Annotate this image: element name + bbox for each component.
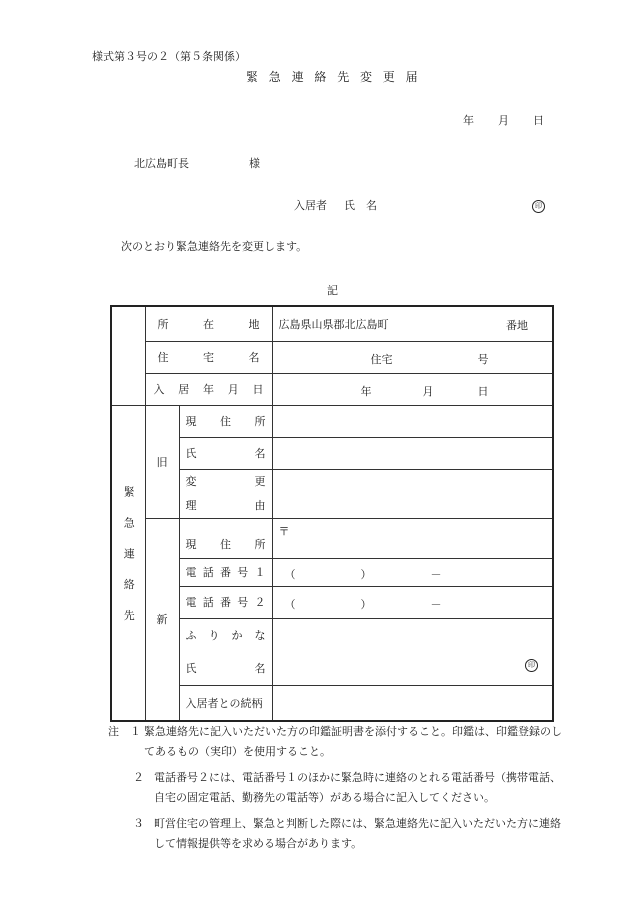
move-in-field[interactable]	[272, 373, 553, 405]
old-address-field[interactable]	[272, 405, 553, 437]
housing-suffix: 号	[477, 352, 489, 366]
old-name-field[interactable]	[272, 437, 553, 469]
intro-text: 次のとおり緊急連絡先を変更します。	[121, 240, 308, 253]
reason-label-cell: 変更 理由	[179, 469, 272, 518]
form-number: 様式第３号の２（第５条関係）	[92, 50, 246, 63]
phone1-open: （	[284, 567, 296, 581]
location-field[interactable]	[272, 306, 553, 341]
addressee: 北広島町長	[134, 157, 189, 170]
note-text: 町営住宅の管理上、緊急と判断した際には、緊急連絡先に記入いただいた方に連絡して情報提供等を求める場合があります。	[154, 817, 561, 850]
phone1-field[interactable]	[272, 558, 553, 586]
notes-head: 注	[108, 725, 119, 738]
blank-cell	[111, 306, 145, 405]
note-text: 電話番号２には、電話番号１のほかに緊急時に連絡のとれる電話番号（携帯電話、自宅の固定電話、勤務先の電話等）がある場合に記入してください。	[154, 771, 561, 804]
move-in-month: 月	[422, 384, 434, 398]
postal-mark: 〒	[278, 524, 290, 538]
housing-field[interactable]	[272, 341, 553, 373]
housing-label-cell: 住宅名	[145, 341, 272, 373]
ki-label: 記	[327, 284, 338, 297]
move-in-day: 日	[477, 384, 489, 398]
phone2-dash: －	[430, 597, 442, 611]
seal-icon: 印	[532, 200, 545, 213]
applicant-name-label: 氏 名	[344, 199, 377, 212]
old-address-label-cell: 現住所	[179, 405, 272, 437]
note-text: 緊急連絡先に記入いただいた方の印鑑証明書を添付すること。印鑑は、印鑑登録のしてあるもの（実印）を使用すること。	[144, 725, 562, 758]
location-value: 広島県山県郡北広島町	[278, 317, 389, 331]
note-item: 注 １ 緊急連絡先に記入いただいた方の印鑑証明書を添付すること。印鑑は、印鑑登録のしてあるもの（実印）を使用すること。	[108, 722, 570, 762]
phone2-label-cell: 電話番号２	[179, 586, 272, 618]
move-in-year: 年	[360, 384, 372, 398]
move-in-label-cell: 入居年月日	[145, 373, 272, 405]
notes	[108, 722, 570, 860]
phone2-field[interactable]	[272, 586, 553, 618]
honorific: 様	[249, 157, 260, 170]
section-label-cell	[111, 405, 145, 721]
new-label: 新	[145, 518, 179, 721]
page-title: 緊急連絡先変更届	[246, 70, 429, 84]
old-label: 旧	[145, 405, 179, 518]
date-day: 日	[533, 114, 544, 127]
note-item: ２ 電話番号２には、電話番号１のほかに緊急時に連絡のとれる電話番号（携帯電話、自宅の固定電話、勤務先の電話等）がある場合に記入してください。	[108, 768, 570, 808]
new-address-label-cell: 現住所	[179, 518, 272, 558]
date-year: 年	[463, 114, 474, 127]
phone1-dash: －	[430, 567, 442, 581]
phone2-open: （	[284, 597, 296, 611]
reason-field[interactable]	[272, 469, 553, 518]
phone2-close: ）	[360, 597, 372, 611]
form-table	[110, 305, 554, 722]
new-address-field[interactable]	[272, 518, 553, 558]
section-label: 緊急連絡先	[122, 485, 136, 640]
new-name-field[interactable]	[272, 618, 553, 685]
location-label-cell: 所在地	[145, 306, 272, 341]
seal-icon: 印	[525, 659, 538, 672]
location-suffix: 番地	[506, 319, 528, 332]
relation-label-cell: 入居者との続柄	[179, 685, 272, 721]
relation-field[interactable]	[272, 685, 553, 721]
note-item: ３ 町営住宅の管理上、緊急と判断した際には、緊急連絡先に記入いただいた方に連絡して情報提供等を求める場合があります。	[108, 814, 570, 854]
furigana-name-label-cell: ふりかな 氏名	[179, 618, 272, 685]
phone1-label-cell: 電話番号１	[179, 558, 272, 586]
old-name-label-cell: 氏名	[179, 437, 272, 469]
applicant-label: 入居者	[294, 199, 327, 212]
date-month: 月	[498, 114, 509, 127]
phone1-close: ）	[360, 567, 372, 581]
housing-value: 住宅	[370, 352, 393, 366]
